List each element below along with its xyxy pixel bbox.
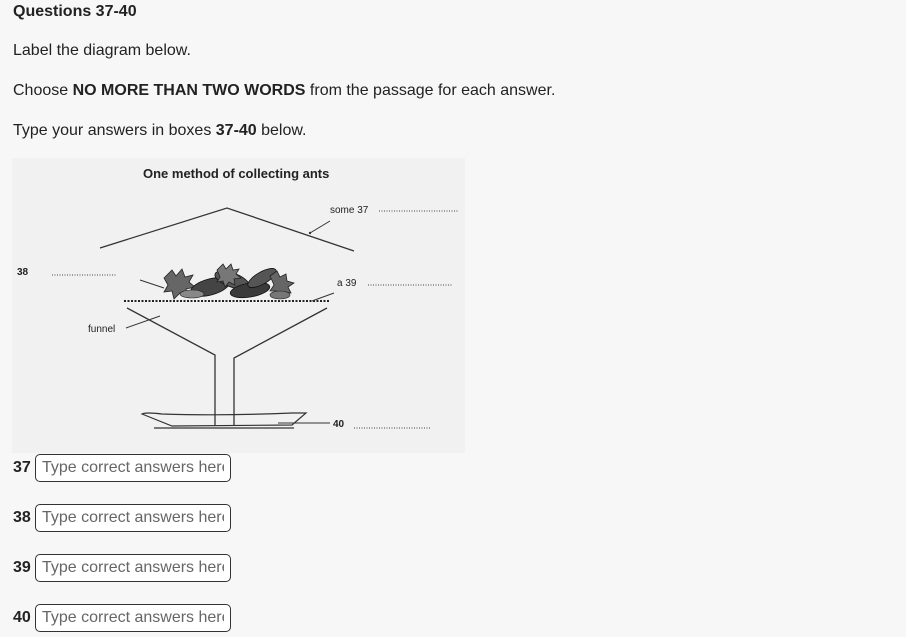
diagram-svg — [12, 158, 465, 453]
answer-input-37[interactable] — [35, 454, 231, 482]
question-number: 39 — [13, 559, 31, 576]
answer-input-39[interactable] — [35, 554, 231, 582]
pointer-39 — [312, 293, 334, 301]
ant-collection-diagram — [12, 158, 465, 453]
leaf-litter — [164, 264, 294, 300]
question-number: 37 — [13, 459, 31, 476]
funnel-left-wall — [127, 308, 215, 426]
instruction-bold: NO MORE THAN TWO WORDS — [72, 82, 306, 99]
pointer-37 — [310, 221, 330, 233]
label-39: a 39 — [337, 278, 357, 289]
label-40: 40 — [333, 419, 345, 430]
funnel-right-wall — [234, 308, 327, 426]
pointer-funnel — [126, 316, 160, 328]
answer-row-38 — [13, 502, 231, 534]
instruction-text: Label the diagram below. — [13, 42, 191, 59]
answer-row-37 — [13, 452, 231, 484]
instruction-text: Type your answers in boxes — [13, 122, 216, 139]
instruction-text: Choose — [13, 82, 73, 99]
label-38: 38 — [17, 267, 29, 278]
answer-input-40[interactable] — [35, 604, 231, 632]
questions-heading: Questions 37-40 — [13, 3, 137, 20]
instruction-text: below. — [256, 122, 307, 139]
diagram-title: One method of collecting ants — [143, 166, 330, 181]
instruction-word-limit — [13, 82, 555, 100]
label-funnel: funnel — [88, 324, 116, 335]
answer-row-40 — [13, 602, 231, 634]
answer-input-38[interactable] — [35, 504, 231, 532]
instruction-boxes — [13, 122, 307, 140]
answer-row-39 — [13, 552, 231, 584]
instruction-text: from the passage for each answer. — [305, 82, 556, 99]
instruction-label-diagram — [13, 42, 191, 60]
question-number: 40 — [13, 609, 31, 626]
label-37: some 37 — [330, 205, 369, 216]
question-number: 38 — [13, 509, 31, 526]
pointer-38 — [140, 280, 164, 288]
pointer-dot-37 — [309, 232, 311, 234]
collecting-dish — [142, 413, 306, 426]
instruction-bold: 37-40 — [215, 122, 257, 139]
